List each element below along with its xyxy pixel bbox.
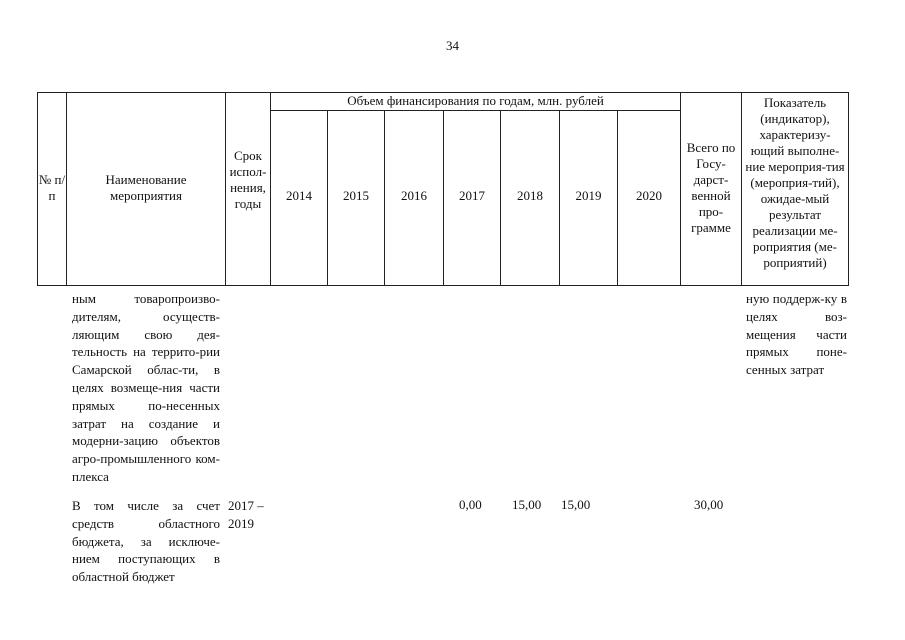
page-number: 34 (446, 38, 459, 53)
header-year-2015: 2015 (343, 188, 369, 203)
header-name: Наименование мероприятия (105, 172, 187, 203)
header-year-2018: 2018 (517, 188, 543, 203)
row-2-value-2017: 0,00 (459, 497, 482, 512)
header-num: № п/п (38, 172, 66, 203)
header-year-2019: 2019 (575, 188, 602, 203)
header-indicator: Показатель (индикатор), характеризу-ющий выполне-ние мероприя-тия (мероприя-тий), ожидае-мый результат реализации ме-роприятия (ме-роприятий) (745, 95, 845, 270)
header-year-2014: 2014 (286, 188, 312, 203)
header-total: Всего по Госу-дарст-венной про-грамме (686, 140, 736, 235)
header-funding: Объем финансирования по годам, млн. рублей (347, 93, 604, 108)
row-2-name: В том числе за счет средств областного бюджета, за исключе-нием поступающих в областной бюджет (72, 498, 220, 585)
header-year-2020: 2020 (636, 188, 662, 203)
row-1-indicator: ную поддерж-ку в целях воз-мещения части прямых поне-сенных затрат (746, 291, 847, 378)
row-2-value-2018: 15,00 (512, 497, 542, 512)
row-2-term: 2017 – 2019 (228, 498, 264, 531)
row-1-name: ным товаропроизво-дителям, осуществ-ляющим свою дея-тельность на террито-рии Самарской облас-ти, в целях возмеще-ния части прямых по-несенных затрат на создание и модерни-зацию объектов агро-промышленного ком-плекса (72, 291, 220, 484)
row-2-value-2019: 15,00 (561, 497, 591, 512)
header-year-2016: 2016 (401, 188, 427, 203)
header-term: Срок испол-нения, годы (229, 148, 267, 211)
row-2-total: 30,00 (694, 497, 724, 512)
header-year-2017: 2017 (459, 188, 485, 203)
